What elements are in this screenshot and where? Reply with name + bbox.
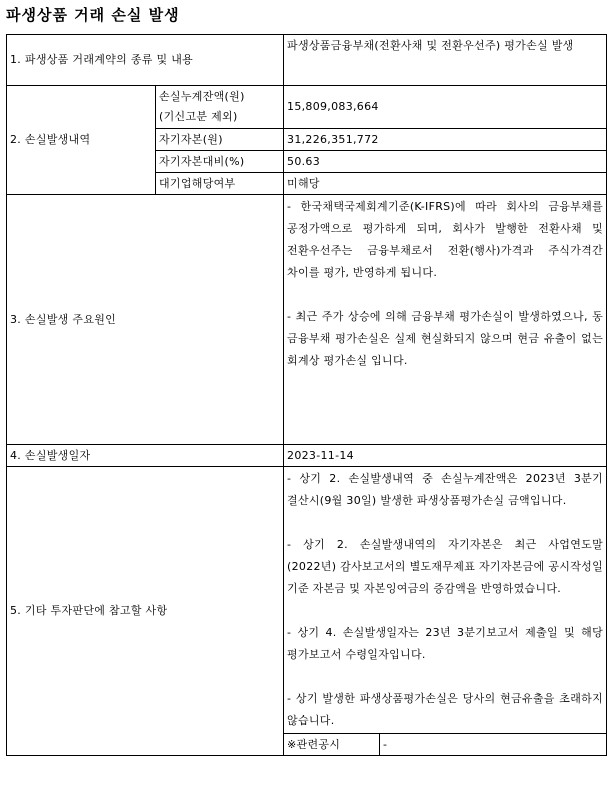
row-loss-date xyxy=(7,445,607,467)
large-company-value: 미해당 xyxy=(284,173,607,195)
accumulated-loss-value: 15,809,083,664 xyxy=(284,86,607,129)
related-disclosure-label: ※관련공시 xyxy=(284,734,380,756)
disclosure-table xyxy=(6,34,607,756)
note-paragraph: - 상기 발생한 파생상품평가손실은 당사의 현금유출을 초래하지 않습니다. xyxy=(287,692,604,727)
cause-paragraph: - 최근 주가 상승에 의해 금융부채 평가손실이 발생하였으나, 동 금융부채 평가손실은 실제 현실화되지 않으며 현금 유출이 없는 회계상 평가손실 입니다. xyxy=(287,310,604,367)
loss-details-label: 2. 손실발생내역 xyxy=(7,86,156,195)
cause-label: 3. 손실발생 주요원인 xyxy=(7,195,284,445)
loss-date-value: 2023-11-14 xyxy=(284,445,607,467)
note-paragraph: - 상기 4. 손실발생일자는 23년 3분기보고서 제출일 및 해당 평가보고서 수령일자입니다. xyxy=(287,626,604,661)
contract-type-label: 1. 파생상품 거래계약의 종류 및 내용 xyxy=(7,35,284,86)
note-paragraph: - 상기 2. 손실발생내역 중 손실누계잔액은 2023년 3분기 결산시(9월 30일) 발생한 파생상품평가손실 금액입니다. xyxy=(287,472,604,507)
row-other-notes xyxy=(7,467,607,734)
contract-type-value: 파생상품금융부채(전환사채 및 전환우선주) 평가손실 발생 xyxy=(284,35,607,86)
equity-label: 자기자본(원) xyxy=(156,129,284,151)
other-notes-text xyxy=(284,467,607,734)
row-cause xyxy=(7,195,607,445)
row-contract-type xyxy=(7,35,607,86)
accumulated-loss-label: 손실누계잔액(원) (기신고분 제외) xyxy=(156,86,284,129)
related-disclosure-value: - xyxy=(380,734,607,756)
cause-paragraph: - 한국채택국제회계기준(K-IFRS)에 따라 회사의 금융부채를 공정가액으로 평가하게 되며, 회사가 발행한 전환사채 및 전환우선주는 금융부채로서 전환(행사)가격과 주식가격간 차이를 평가, 반영하게 됩니다. xyxy=(287,200,604,279)
large-company-label: 대기업해당여부 xyxy=(156,173,284,195)
loss-date-label: 4. 손실발생일자 xyxy=(7,445,284,467)
equity-value: 31,226,351,772 xyxy=(284,129,607,151)
note-paragraph: - 상기 2. 손실발생내역의 자기자본은 최근 사업연도말(2022년) 감사보고서의 별도재무제표 자기자본금에 공시작성일 기준 자본금 및 자본잉여금의 증감액을 반영하였습니다. xyxy=(287,538,604,595)
page-title: 파생상품 거래 손실 발생 xyxy=(6,6,180,24)
equity-ratio-value: 50.63 xyxy=(284,151,607,173)
other-notes-label: 5. 기타 투자판단에 참고할 사항 xyxy=(7,467,284,756)
equity-ratio-label: 자기자본대비(%) xyxy=(156,151,284,173)
cause-text xyxy=(284,195,607,445)
row-loss-details xyxy=(7,86,607,129)
